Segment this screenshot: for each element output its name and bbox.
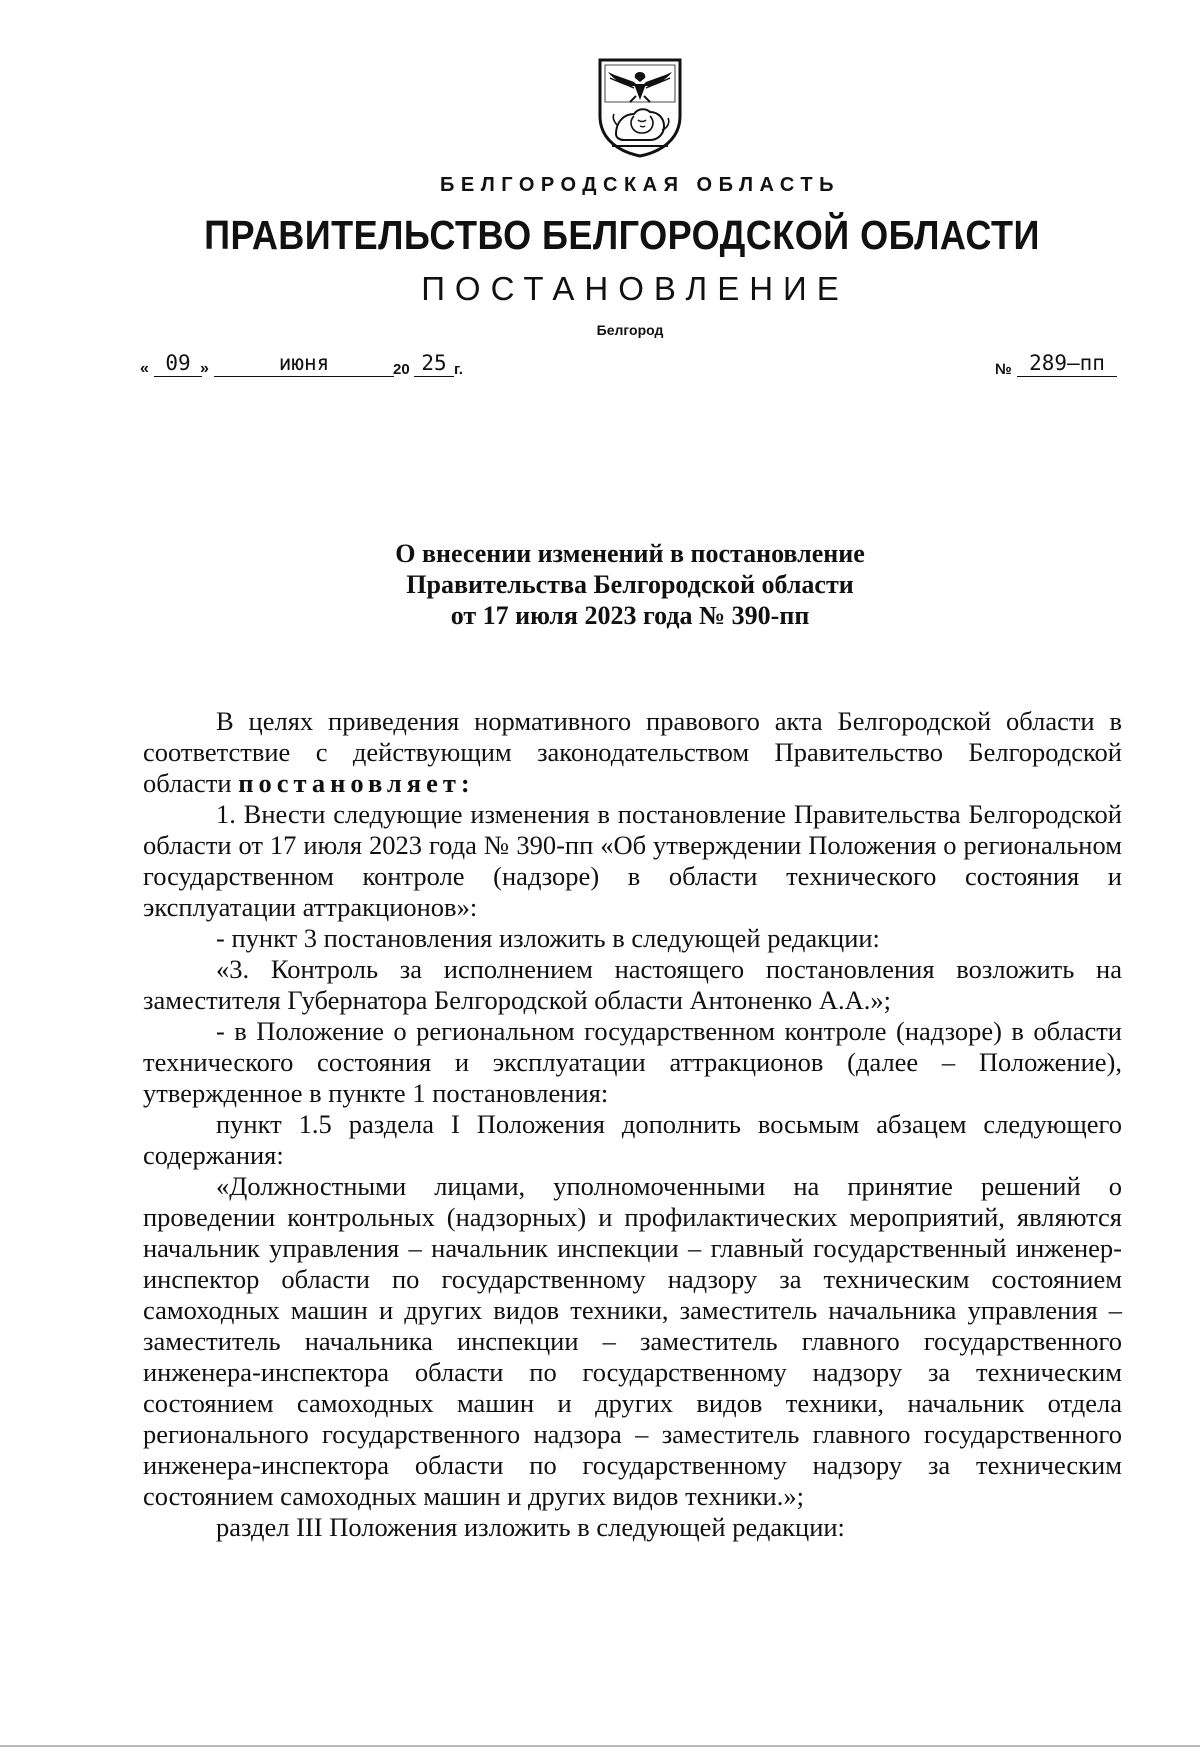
date-number-line (140, 346, 1115, 380)
date-month: июня (214, 350, 394, 377)
resolves-word: постановляет: (238, 768, 475, 798)
quote-open: « (140, 360, 149, 377)
intro-text: В целях приведения нормативного правового акта Белгородской области в соответствие с действующим законодательством Правительство Белгородской области (143, 706, 1122, 798)
document-body (143, 706, 1122, 1543)
title-line-3: от 17 июля 2023 года № 390-пп (450, 601, 810, 630)
year-mark: г. (454, 361, 463, 378)
date-year: 25 (414, 350, 454, 377)
city-name: Белгород (596, 322, 664, 338)
document-type: ПОСТАНОВЛЕНИЕ (421, 270, 849, 307)
number-prefix: № (995, 361, 1012, 378)
paragraph-7: раздел III Положения изложить в следующей редакции: (216, 1512, 845, 1542)
date-day: 09 (154, 350, 202, 377)
paragraph-4: - в Положение о региональном государственном контроле (надзоре) в области технического состояния и эксплуатации аттракционов (далее – Положение), утвержденное в пункте 1 постановления: (143, 1016, 1122, 1108)
document-number: 289–пп (1017, 350, 1117, 377)
paragraph-5: пункт 1.5 раздела I Положения дополнить восьмым абзацем следующего содержания: (143, 1109, 1122, 1170)
intro-paragraph (143, 706, 1122, 799)
government-name: ПРАВИТЕЛЬСТВО БЕЛГОРОДСКОЙ ОБЛАСТИ (204, 212, 1040, 258)
region-name: БЕЛГОРОДСКАЯ ОБЛАСТЬ (440, 174, 840, 196)
title-line-2: Правительства Белгородской области (406, 570, 854, 599)
quote-close: » (200, 360, 209, 377)
scan-edge-line (0, 1745, 1200, 1747)
document-title (0, 538, 1200, 631)
paragraph-2: - пункт 3 постановления изложить в следующей редакции: (216, 923, 880, 953)
title-line-1: О внесении изменений в постановление (395, 539, 865, 568)
paragraph-3: «3. Контроль за исполнением настоящего постановления возложить на заместителя Губернатора Белгородской области Антоненко А.А.»; (143, 954, 1122, 1015)
year-prefix: 20 (393, 361, 410, 378)
coat-of-arms-emblem (594, 56, 686, 158)
paragraph-1: 1. Внести следующие изменения в постановление Правительства Белгородской области от 17 июля 2023 года № 390-пп «Об утверждении Положения о региональном государственном контроле (надзоре) в области технического состояния и эксплуатации аттракционов»: (143, 799, 1122, 922)
paragraph-6: «Должностными лицами, уполномоченными на принятие решений о проведении контрольных (надзорных) и профилактических мероприятий, являются начальник управления – начальник инспекции – главный государственный инженер-инспектор области по государственному надзору за техническим состоянием самоходных машин и других видов техники, заместитель начальника управления – заместитель начальника инспекции – заместитель главного государственного инженера-инспектора области по государственному надзору за техническим состоянием самоходных машин и других видов техники, начальник отдела регионального государственного надзора – заместитель главного государственного инженера-инспектора области по государственному надзору за техническим состоянием самоходных машин и других видов техники.»; (143, 1171, 1122, 1511)
